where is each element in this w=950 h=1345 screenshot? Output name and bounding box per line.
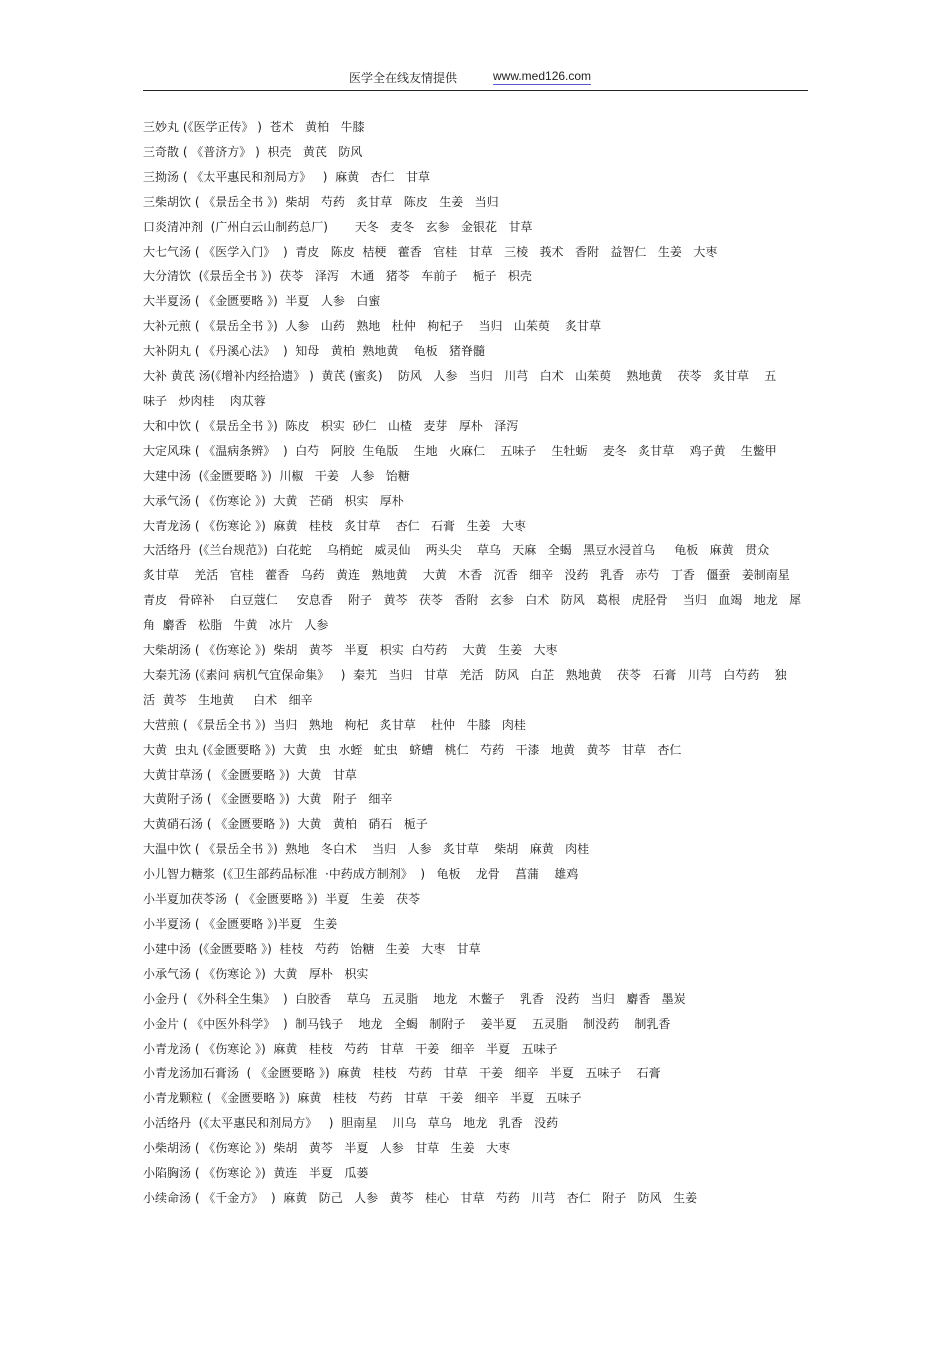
formula-line: 小儿智力糖浆 (《卫生部药品标准 ·中药成方制剂》 ) 龟板 龙骨 菖蒲 雄鸡 bbox=[143, 867, 579, 882]
formula-line: 大定风珠 ( 《温病条辨》 ) 白芍 阿胶 生龟版 生地 火麻仁 五味子 生牡蛎 麦冬 炙甘草 鸡子黄 生鳖甲 bbox=[143, 443, 777, 458]
formula-line: 小活络丹 (《太平惠民和剂局方》 ) 胆南星 川乌 草乌 地龙 乳香 没药 bbox=[143, 1116, 559, 1131]
formula-line: 角 麝香 松脂 牛黄 冰片 人参 bbox=[143, 618, 329, 633]
formula-line: 小青龙颗粒 ( 《金匮要略 》) 麻黄 桂枝 芍药 甘草 干姜 细辛 半夏 五味子 bbox=[143, 1091, 582, 1106]
formula-line: 炙甘草 羌活 官桂 藿香 乌药 黄连 熟地黄 大黄 木香 沉香 细辛 没药 乳香 赤芍 丁香 僵蚕 姜制南星 bbox=[143, 568, 790, 583]
formula-line: 大七气汤 ( 《医学入门》 ) 青皮 陈皮 桔梗 藿香 官桂 甘草 三棱 莪术 香附 益智仁 生姜 大枣 bbox=[143, 244, 718, 259]
formula-line: 小金片 ( 《中医外科学》 ) 制马钱子 地龙 全蝎 制附子 姜半夏 五灵脂 制没药 制乳香 bbox=[143, 1016, 671, 1031]
formula-line: 大黄硝石汤 ( 《金匮要略 》) 大黄 黄柏 硝石 栀子 bbox=[143, 817, 428, 832]
formula-line: 大秦艽汤 (《素问 病机气宜保命集》 ) 秦艽 当归 甘草 羌活 防风 白芷 熟地黄 茯苓 石膏 川芎 白芍药 独 bbox=[143, 667, 787, 682]
formula-line: 大活络丹 (《兰台规范》) 白花蛇 乌梢蛇 威灵仙 两头尖 草乌 天麻 全蝎 黑豆水浸首乌 龟板 麻黄 贯众 bbox=[143, 543, 770, 558]
formula-line: 小青龙汤加石膏汤 ( 《金匮要略 》) 麻黄 桂枝 芍药 甘草 干姜 细辛 半夏 五味子 石膏 bbox=[143, 1066, 661, 1081]
formula-line: 小陷胸汤 ( 《伤寒论 》) 黄连 半夏 瓜蒌 bbox=[143, 1166, 369, 1181]
formula-line: 大和中饮 ( 《景岳全书 》) 陈皮 枳实 砂仁 山楂 麦芽 厚朴 泽泻 bbox=[143, 418, 519, 433]
formula-line: 小半夏加茯苓汤 ( 《金匮要略 》) 半夏 生姜 茯苓 bbox=[143, 892, 421, 907]
formula-line: 大青龙汤 ( 《伤寒论 》) 麻黄 桂枝 炙甘草 杏仁 石膏 生姜 大枣 bbox=[143, 518, 526, 533]
formula-line: 味子 炒肉桂 肉苁蓉 bbox=[143, 393, 266, 408]
formula-line: 大黄甘草汤 ( 《金匮要略 》) 大黄 甘草 bbox=[143, 767, 357, 782]
formula-line: 大建中汤 (《金匮要略 》) 川椒 干姜 人参 饴糖 bbox=[143, 468, 410, 483]
formula-line: 大柴胡汤 ( 《伤寒论 》) 柴胡 黄芩 半夏 枳实 白芍药 大黄 生姜 大枣 bbox=[143, 643, 558, 658]
formula-line: 大黄附子汤 ( 《金匮要略 》) 大黄 附子 细辛 bbox=[143, 792, 393, 807]
formula-line: 三妙丸 (《医学正传》 ) 苍术 黄柏 牛膝 bbox=[143, 120, 365, 134]
formula-line: 小续命汤 ( 《千金方》 ) 麻黄 防己 人参 黄芩 桂心 甘草 芍药 川芎 杏仁 附子 防风 生姜 bbox=[143, 1190, 698, 1205]
formula-list bbox=[143, 115, 811, 1211]
formula-line: 大补元煎 ( 《景岳全书 》) 人参 山药 熟地 杜仲 枸杞子 当归 山茱萸 炙甘草 bbox=[143, 319, 602, 334]
formula-line: 大承气汤 ( 《伤寒论 》) 大黄 芒硝 枳实 厚朴 bbox=[143, 493, 404, 508]
formula-line: 大分清饮 (《景岳全书 》) 茯苓 泽泻 木通 猪苓 车前子 栀子 枳壳 bbox=[143, 269, 532, 284]
formula-line: 小青龙汤 ( 《伤寒论 》) 麻黄 桂枝 芍药 甘草 干姜 细辛 半夏 五味子 bbox=[143, 1041, 558, 1056]
formula-line: 大温中饮 ( 《景岳全书 》) 熟地 冬白术 当归 人参 炙甘草 柴胡 麻黄 肉桂 bbox=[143, 842, 590, 857]
formula-line: 大补阴丸 ( 《丹溪心法》 ) 知母 黄柏 熟地黄 龟板 猪脊髓 bbox=[143, 344, 486, 359]
page-header bbox=[143, 66, 808, 91]
formula-line: 大营煎 ( 《景岳全书 》) 当归 熟地 枸杞 炙甘草 杜仲 牛膝 肉桂 bbox=[143, 717, 526, 732]
formula-line: 小半夏汤 ( 《金匮要略 》)半夏 生姜 bbox=[143, 917, 338, 931]
formula-line: 小金丹 ( 《外科全生集》 ) 白胶香 草乌 五灵脂 地龙 木鳖子 乳香 没药 当归 麝香 墨炭 bbox=[143, 991, 686, 1006]
formula-line: 活 黄芩 生地黄 白术 细辛 bbox=[143, 692, 313, 707]
formula-line: 三奇散 ( 《普济方》 ) 枳壳 黄芪 防风 bbox=[143, 144, 363, 159]
formula-line: 三拗汤 ( 《太平惠民和剂局方》 ) 麻黄 杏仁 甘草 bbox=[143, 169, 430, 184]
formula-line: 小柴胡汤 ( 《伤寒论 》) 柴胡 黄芩 半夏 人参 甘草 生姜 大枣 bbox=[143, 1141, 511, 1156]
formula-line: 小建中汤 (《金匮要略 》) 桂枝 芍药 饴糖 生姜 大枣 甘草 bbox=[143, 941, 481, 956]
header-url-link[interactable]: www.med126.com bbox=[493, 69, 592, 83]
formula-line: 大半夏汤 ( 《金匮要略 》) 半夏 人参 白蜜 bbox=[143, 294, 381, 309]
formula-line: 大补 黄芪 汤(《增补内经拾遗》 ) 黄芪 (蜜炙) 防风 人参 当归 川芎 白术 山茱萸 熟地黄 茯苓 炙甘草 五 bbox=[143, 369, 777, 384]
header-title: 医学全在线友情提供 bbox=[349, 71, 458, 85]
formula-line: 小承气汤 ( 《伤寒论 》) 大黄 厚朴 枳实 bbox=[143, 966, 369, 981]
formula-line: 口炎清冲剂 (广州白云山制药总厂) 天冬 麦冬 玄参 金银花 甘草 bbox=[143, 219, 533, 234]
formula-line: 大黄 虫丸 (《金匮要略 》) 大黄 虫 水蛭 虻虫 蛴螬 桃仁 芍药 干漆 地黄 黄芩 甘草 杏仁 bbox=[143, 742, 682, 757]
formula-line: 青皮 骨碎补 白豆蔻仁 安息香 附子 黄芩 茯苓 香附 玄参 白术 防风 葛根 虎胫骨 当归 血竭 地龙 犀 bbox=[143, 593, 802, 608]
formula-line: 三柴胡饮 ( 《景岳全书 》) 柴胡 芍药 炙甘草 陈皮 生姜 当归 bbox=[143, 194, 499, 209]
